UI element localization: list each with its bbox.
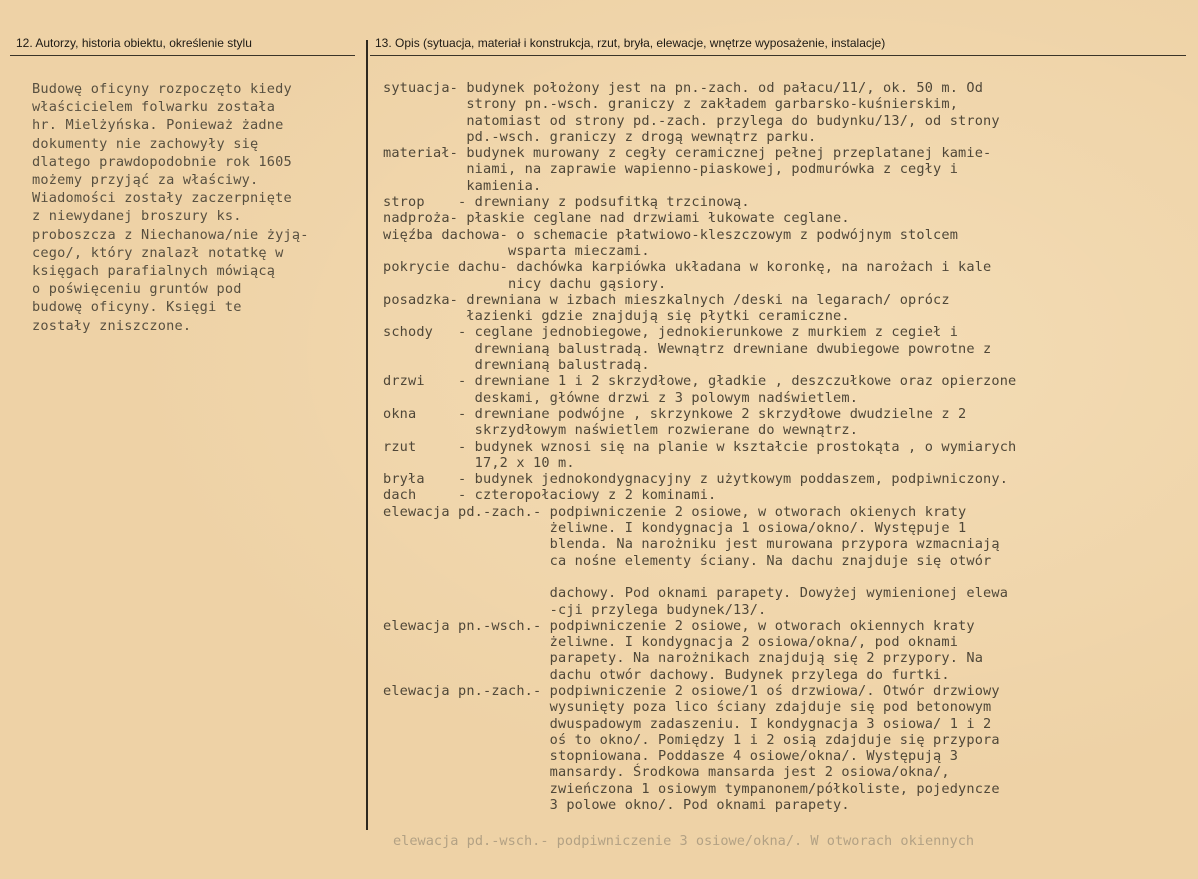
header-underline-right <box>370 55 1186 56</box>
bleed-through-text: elewacja pd.-wsch.- podpiwniczenie 3 osiowe/okna/. W otworach okiennych <box>393 833 975 849</box>
section-12-header: 12. Autorzy, historia obiektu, określenie stylu <box>16 36 252 50</box>
section-13-header: 13. Opis (sytuacja, materiał i konstrukcja, rzut, bryła, elewacje, wnętrze wyposażenie, instalacje) <box>375 36 886 50</box>
history-text: Budowę oficyny rozpoczęto kiedy właścicielem folwarku została hr. Mielżyńska. Ponieważ żadne dokumenty nie zachowyły się dlatego prawdopodobnie rok 1605 możemy przyjąć za właściwy. Wiadomości zostały zaczerpnięte z niewydanej broszury ks. proboszcza z Niechanowa/nie żyją- cego/, który znalazł notatkę w księgach parafialnych mówiącą o poświęceniu gruntów pod budowę oficyny. Księgi te zostały zniszczone. <box>32 81 309 334</box>
description-text: sytuacja- budynek położony jest na pn.-zach. od pałacu/11/, ok. 50 m. Od strony pn.-wsch. graniczy z zakładem garbarsko-kuśnierskim, natomiast od strony pd.-zach. przylega do budynku/13/, od strony pd.-wsch. graniczy z drogą wewnątrz parku. materiał- budynek murowany z cegły ceramicznej pełnej przeplatanej kamie- niami, na zaprawie wapienno-piaskowej, podmurówka z cegły i kamienia. strop - drewniany z podsufitką trzcinową. nadproża- płaskie ceglane nad drzwiami łukowate ceglane. więźba dachowa- o schemacie płatwiowo-kleszczowym z podwójnym stolcem wsparta mieczami. pokrycie dachu- dachówka karpiówka układana w koronkę, na narożach i kale nicy dachu gąsiory. posadzka- drewniana w izbach mieszkalnych /deski na legarach/ oprócz łazienki gdzie znajdują się płytki ceramiczne. schody - ceglane jednobiegowe, jednokierunkowe z murkiem z cegieł i drewnianą balustradą. Wewnątrz drewniane dwubiegowe powrotne z drewnianą balustradą. drzwi - drewniane 1 i 2 skrzydłowe, gładkie , deszczułkowe oraz opierzone deskami, główne drzwi z 3 polowym nadświetlem. okna - drewniane podwójne , skrzynkowe 2 skrzydłowe dwudzielne z 2 skrzydłowym naświetlem rozwierane do wewnątrz. rzut - budynek wznosi się na planie w kształcie prostokąta , o wymiarych 17,2 x 10 m. bryła - budynek jednokondygnacyjny z użytkowym poddaszem, podpiwniczony. dach - czteropołaciowy z 2 kominami. elewacja pd.-zach.- podpiwniczenie 2 osiowe, w otworach okienych kraty żeliwne. I kondygnacja 1 osiowa/okno/. Występuje 1 blenda. Na narożniku jest murowana przypora wzmacniają ca nośne elementy ściany. Na dachu znajduje się otwór dachowy. Pod oknami parapety. Dowyżej wymienionej elewa -cji przylega budynek/13/. elewacja pn.-wsch.- podpiwniczenie 2 osiowe, w otworach okiennych kraty żeliwne. I kondygnacja 2 osiowa/okna/, pod oknami parapety. Na narożnikach znajdują się 2 przypory. Na dachu otwór dachowy. Budynek przylega do furtki. elewacja pn.-zach.- podpiwniczenie 2 osiowe/1 oś drzwiowa/. Otwór drzwiowy wysunięty poza lico ściany zdajduje się pod betonowym dwuspadowym zadaszeniu. I kondygnacja 3 osiowa/ 1 i 2 oś to okno/. Pomiędzy 1 i 2 osią zdajduje się przypora stopniowana. Poddasze 4 osiowe/okna/. Występują 3 mansardy. Środkowa mansarda jest 2 osiowa/okna/, zwieńczona 1 osiowym tympanonem/półkoliste, pojedyncze 3 polowe okno/. Pod oknami parapety. <box>383 80 1017 814</box>
header-underline-left <box>10 55 355 56</box>
